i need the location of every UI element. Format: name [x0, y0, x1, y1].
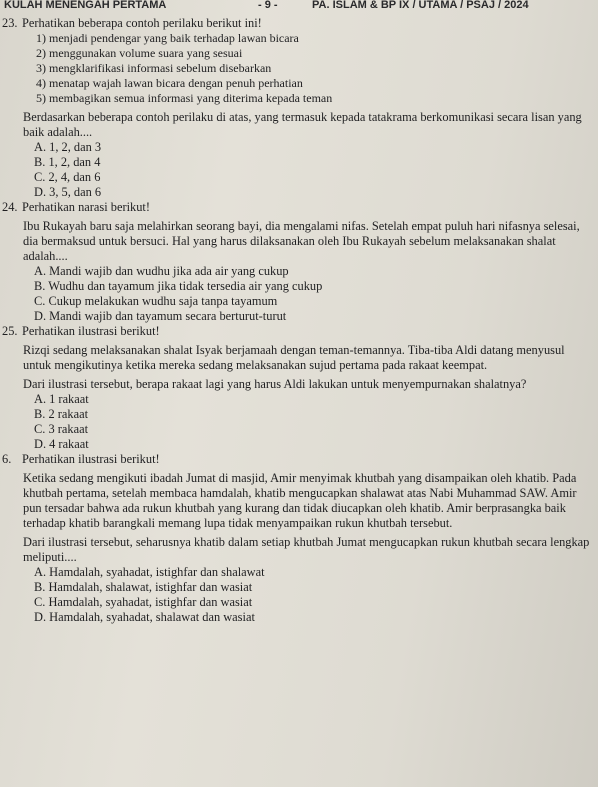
list-item: 4) menatap wajah lawan bicara dengan penuh perhatian: [36, 76, 303, 90]
question-prompt: Perhatikan narasi berikut!: [22, 200, 150, 214]
question-number: 25.: [2, 324, 18, 338]
question-prompt: Perhatikan ilustrasi berikut!: [22, 324, 160, 338]
passage-text: Rizqi sedang melaksanakan shalat Isyak berjamaah dengan teman-temannya. Tiba-tiba Aldi datang menyusul untuk mengikutinya ketika mereka sedang melaksanakan sujud pertama pada rakaat keempat.: [23, 343, 565, 372]
question-prompt: Perhatikan ilustrasi berikut!: [22, 452, 160, 466]
passage-text: Ketika sedang mengikuti ibadah Jumat di masjid, Amir menyimak khutbah yang disampaikan oleh khatib. Pada khutbah pertama, setelah membaca hamdalah, khatib mengucapkan shalawat atas Nabi Muhammad SAW. Amir pun tersadar bahwa ada rukun khutbah yang kurang dan tidak diucapkan oleh khatib. Amir berprasangka baik terhadap khatib barangkali memang lupa tidak menyampaikan rukun khutbah tersebut.: [23, 471, 577, 530]
header-exam-code: PA. ISLAM & BP IX / UTAMA / PSAJ / 2024: [312, 0, 529, 11]
answer-option: B. 2 rakaat: [34, 407, 89, 421]
list-item: 2) menggunakan volume suara yang sesuai: [36, 46, 243, 60]
list-item: 5) membagikan semua informasi yang diterima kepada teman: [36, 91, 333, 105]
answer-option: D. Mandi wajib dan tayamum secara berturut-turut: [34, 309, 287, 323]
header-page-number: - 9 -: [258, 0, 278, 11]
answer-option: C. Cukup melakukan wudhu saja tanpa tayamum: [34, 294, 278, 308]
answer-option: B. Wudhu dan tayamum jika tidak tersedia air yang cukup: [34, 279, 323, 293]
answer-option: A. Hamdalah, syahadat, istighfar dan shalawat: [34, 565, 265, 579]
page-header: [0, 0, 598, 14]
question-25: [0, 324, 598, 452]
question-24: [0, 200, 598, 324]
answer-option: C. Hamdalah, syahadat, istighfar dan wasiat: [34, 595, 253, 609]
answer-option: D. 4 rakaat: [34, 437, 89, 451]
question-26: [0, 452, 598, 625]
question-text: Dari ilustrasi tersebut, berapa rakaat lagi yang harus Aldi lakukan untuk menyempurnakan shalatnya?: [23, 377, 527, 391]
answer-option: A. 1, 2, dan 3: [34, 140, 102, 154]
answer-option: A. 1 rakaat: [34, 392, 89, 406]
answer-option: C. 2, 4, dan 6: [34, 170, 101, 184]
question-prompt: Perhatikan beberapa contoh perilaku berikut ini!: [22, 16, 262, 30]
answer-option: D. Hamdalah, syahadat, shalawat dan wasiat: [34, 610, 255, 624]
list-item: 3) mengklarifikasi informasi sebelum disebarkan: [36, 61, 272, 75]
list-item: 1) menjadi pendengar yang baik terhadap lawan bicara: [36, 31, 299, 45]
answer-option: C. 3 rakaat: [34, 422, 89, 436]
question-number: 6.: [2, 452, 12, 466]
answer-option: B. 1, 2, dan 4: [34, 155, 101, 169]
answer-option: D. 3, 5, dan 6: [34, 185, 102, 199]
question-23: [0, 16, 598, 200]
question-number: 23.: [2, 16, 18, 30]
question-number: 24.: [2, 200, 18, 214]
answer-option: B. Hamdalah, shalawat, istighfar dan wasiat: [34, 580, 253, 594]
question-text: Dari ilustrasi tersebut, seharusnya khatib dalam setiap khutbah Jumat mengucapkan rukun khutbah secara lengkap meliputi....: [23, 535, 590, 564]
header-school: KULAH MENENGAH PERTAMA: [4, 0, 167, 11]
exam-document: [0, 16, 598, 625]
answer-option: A. Mandi wajib dan wudhu jika ada air yang cukup: [34, 264, 289, 278]
passage-text: Ibu Rukayah baru saja melahirkan seorang bayi, dia mengalami nifas. Setelah empat puluh hari nifasnya selesai, dia bermaksud untuk bersuci. Hal yang harus dilaksanakan oleh Ibu Rukayah sebelum melaksanakan shalat adalah....: [23, 219, 580, 263]
question-text: Berdasarkan beberapa contoh perilaku di atas, yang termasuk kepada tatakrama berkomunikasi secara lisan yang baik adalah....: [23, 110, 582, 139]
